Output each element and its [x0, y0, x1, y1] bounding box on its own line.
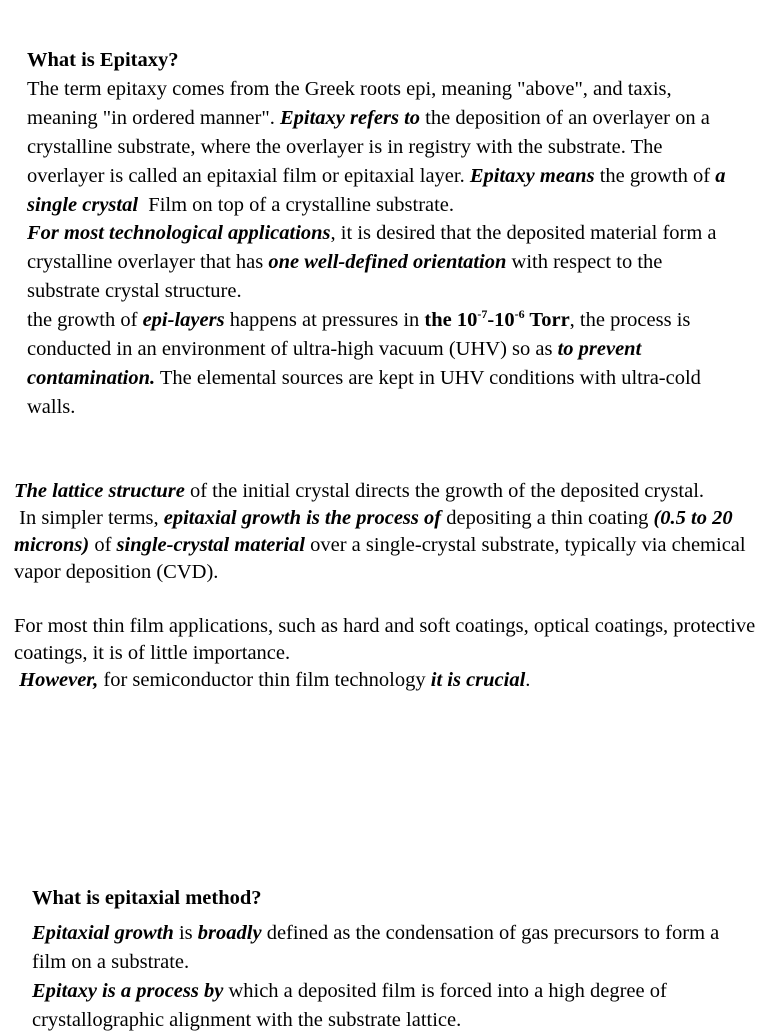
emphasis-run: epi-layers: [142, 309, 225, 332]
heading-what-is-epitaxy: [27, 46, 739, 75]
emphasis-run: to prevent contamination.: [27, 338, 642, 389]
paragraph-gap: [14, 586, 759, 613]
emphasis-run: Epitaxy is a process by: [32, 980, 224, 1002]
emphasis-run: single-crystal material: [116, 534, 305, 556]
bold-run: Torr: [524, 309, 570, 332]
section-epitaxial-method: [32, 884, 744, 1035]
text-run: is: [173, 922, 198, 944]
paragraph-definition: [27, 75, 739, 220]
superscript: -6: [514, 307, 525, 322]
heading-text: What is Epitaxy?: [27, 49, 179, 71]
heading-text: What is epitaxial method?: [32, 887, 262, 909]
paragraph-semiconductor: [14, 667, 759, 694]
text-run: over a single-crystal substrate, typically via chemical vapor deposition (CVD).: [14, 534, 746, 583]
emphasis-run: one well-defined orientation: [268, 251, 507, 274]
text-run: Film on top of a crystalline substrate.: [138, 193, 455, 216]
text-run: which a deposited film is forced into a high degree of crystallographic alignment with the substrate lattice.: [32, 980, 667, 1031]
text-run: with respect to the substrate crystal structure.: [27, 251, 663, 303]
emphasis-run: (0.5 to 20 microns): [14, 507, 733, 556]
text-run: The term epitaxy comes from the Greek roots epi, meaning "above", and taxis, meaning "in ordered manner".: [27, 77, 672, 129]
text-run: the deposition of an overlayer on a crystalline substrate, where the overlayer is in registry with the substrate. The overlayer is called an epitaxial film or epitaxial layer.: [27, 106, 710, 187]
paragraph-epitaxial-growth: [32, 919, 744, 977]
text-run: For most thin film applications, such as hard and soft coatings, optical coatings, protective coatings, it is of little importance.: [14, 615, 756, 664]
emphasis-run: Epitaxial growth: [32, 922, 174, 944]
emphasis-run: Epitaxy refers to: [279, 106, 421, 129]
bold-run: the 10: [424, 309, 478, 332]
text-run: The elemental sources are kept in UHV conditions with ultra-cold walls.: [27, 366, 701, 418]
emphasis-run: broadly: [197, 922, 262, 944]
paragraph-pressure: [27, 306, 739, 422]
text-run: happens at pressures in: [224, 309, 425, 332]
text-run: the growth of: [27, 309, 143, 332]
paragraph-applications: [27, 219, 739, 306]
text-run: , it is desired that the deposited material form a crystalline overlayer that has: [27, 222, 717, 274]
superscript: -7: [477, 307, 488, 322]
text-run: defined as the condensation of gas precursors to form a film on a substrate.: [32, 922, 720, 973]
emphasis-run: a single crystal: [27, 164, 726, 216]
paragraph-lattice: [14, 478, 759, 505]
emphasis-run: For most technological applications: [27, 222, 331, 245]
heading-epitaxial-method: [32, 884, 744, 913]
text-run: of: [89, 534, 117, 556]
text-run: of the initial crystal directs the growth of the deposited crystal.: [184, 480, 705, 502]
paragraph-epitaxy-process: [32, 977, 744, 1035]
emphasis-run: it is crucial: [430, 669, 526, 691]
paragraph-simpler-terms: [14, 505, 759, 586]
paragraph-thin-film: [14, 613, 759, 667]
emphasis-run: Epitaxy means: [469, 164, 595, 187]
emphasis-run: However,: [19, 669, 99, 691]
text-run: .: [525, 669, 531, 691]
emphasis-run: epitaxial growth is the process of: [163, 507, 442, 529]
emphasis-run: The lattice structure: [14, 480, 185, 502]
section-lattice-structure: [14, 478, 759, 694]
bold-run: -10: [487, 309, 515, 332]
section-what-is-epitaxy: [27, 46, 739, 422]
text-run: depositing a thin coating: [441, 507, 654, 529]
text-run: for semiconductor thin film technology: [98, 669, 431, 691]
text-run: In simpler terms,: [14, 507, 164, 529]
text-run: , the process is conducted in an environment of ultra-high vacuum (UHV) so as: [27, 309, 691, 361]
text-run: the growth of: [594, 164, 716, 187]
